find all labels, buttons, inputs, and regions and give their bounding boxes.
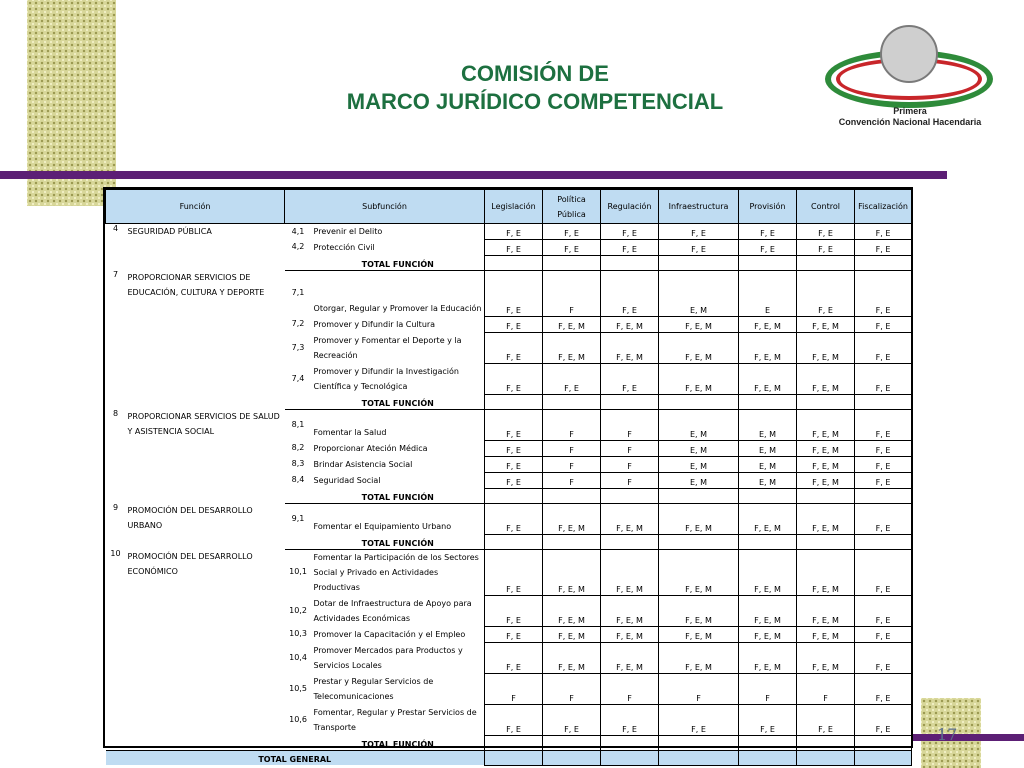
competence-cell: F, E, M <box>659 363 739 394</box>
subfuncion-code: 10,4 <box>289 652 307 662</box>
subfuncion-name: Promover la Capacitación y el Empleo <box>313 630 466 639</box>
competence-cell: F, E, M <box>797 409 855 440</box>
competence-cell: F, E, M <box>543 503 601 534</box>
subfuncion-name: Promover y Difundir la Investigación Científica y Tecnológica <box>313 367 459 391</box>
competence-cell: F, E, M <box>797 316 855 332</box>
competence-cell: F, E <box>485 332 543 363</box>
footer-divider-bar <box>913 734 1024 741</box>
subfuncion-name: Prevenir el Delito <box>313 227 383 236</box>
total-funcion-label: TOTAL FUNCIÓN <box>312 394 485 409</box>
total-funcion-cell <box>543 534 601 549</box>
competence-cell: F, E, M <box>543 642 601 673</box>
competence-cell: E, M <box>659 456 739 472</box>
competence-cell: F, E, M <box>797 503 855 534</box>
competence-cell: F, E, M <box>797 363 855 394</box>
competence-cell: F, E <box>485 704 543 735</box>
competence-cell: F, E <box>543 224 601 240</box>
competence-cell: F, E, M <box>543 316 601 332</box>
competence-cell: F, E <box>485 363 543 394</box>
subfuncion-code: 4,1 <box>291 226 305 236</box>
total-funcion-label: TOTAL FUNCIÓN <box>312 488 485 503</box>
logo-caption-convencion: Convención Nacional Hacendaria <box>838 117 982 127</box>
competence-cell: F <box>659 673 739 704</box>
competence-cell: F, E <box>855 673 912 704</box>
total-funcion-cell <box>739 255 797 270</box>
competence-cell: F, E <box>485 270 543 316</box>
competence-cell: E, M <box>739 472 797 488</box>
subfuncion-code: 7,2 <box>291 319 305 328</box>
competence-cell: F, E, M <box>739 316 797 332</box>
competence-cell: F, E, M <box>659 332 739 363</box>
competence-cell: F, E, M <box>543 626 601 642</box>
total-general-cell <box>797 750 855 765</box>
competence-cell: E <box>739 270 797 316</box>
competence-cell: F, E <box>855 409 912 440</box>
competence-cell: F, E <box>485 409 543 440</box>
competence-cell: F <box>601 472 659 488</box>
competence-cell: F, E, M <box>601 503 659 534</box>
competence-cell: F <box>543 270 601 316</box>
competence-cell: F <box>739 673 797 704</box>
total-funcion-cell <box>855 488 912 503</box>
competence-cell: F, E <box>543 239 601 255</box>
competence-cell: E, M <box>739 456 797 472</box>
total-funcion-label: TOTAL FUNCIÓN <box>312 735 485 750</box>
competence-cell: F, E <box>855 472 912 488</box>
competence-cell: F, E <box>543 704 601 735</box>
funcion-number: 4 <box>112 224 119 233</box>
competence-cell: F, E, M <box>797 332 855 363</box>
competence-cell: F, E <box>659 704 739 735</box>
competence-cell: F, E <box>739 704 797 735</box>
subfuncion-name: Seguridad Social <box>313 476 381 485</box>
funcion-name: PROMOCIÓN DEL DESARROLLO URBANO <box>127 506 253 530</box>
total-funcion-cell <box>797 394 855 409</box>
competence-cell: F, E <box>601 224 659 240</box>
total-funcion-cell <box>601 534 659 549</box>
competence-cell: F, E, M <box>543 549 601 595</box>
header-subfuncion: Subfunción <box>285 190 485 224</box>
competence-cell: F, E <box>797 224 855 240</box>
competence-cell: F, E <box>601 270 659 316</box>
slide-title <box>230 60 840 116</box>
funcion-number: 8 <box>112 409 119 418</box>
competence-cell: F, E <box>797 239 855 255</box>
subfuncion-name: Fomentar el Equipamiento Urbano <box>313 522 452 531</box>
total-funcion-cell <box>485 255 543 270</box>
competence-cell: F, E <box>855 239 912 255</box>
competence-cell: F, E <box>855 363 912 394</box>
competence-cell: F, E <box>659 224 739 240</box>
competence-cell: F, E <box>855 456 912 472</box>
competence-cell: F, E <box>601 239 659 255</box>
total-general-cell <box>601 750 659 765</box>
total-funcion-label: TOTAL FUNCIÓN <box>312 255 485 270</box>
total-funcion-cell <box>659 534 739 549</box>
subfuncion-code: 10,3 <box>289 629 307 638</box>
total-funcion-cell <box>659 394 739 409</box>
competence-cell: F, E <box>855 549 912 595</box>
competence-cell: F, E, M <box>601 332 659 363</box>
competence-cell: F, E, M <box>601 549 659 595</box>
subfuncion-name: Prestar y Regular Servicios de Telecomunicaciones <box>313 677 434 701</box>
competence-cell: E, M <box>739 409 797 440</box>
competence-cell: F, E <box>485 456 543 472</box>
funcion-number: 10 <box>110 549 121 558</box>
competence-cell: F, E <box>855 503 912 534</box>
total-funcion-cell <box>797 735 855 750</box>
competence-table <box>103 187 913 764</box>
header-infraestructura: Infraestructura <box>659 190 739 224</box>
subfuncion-name: Dotar de Infraestructura de Apoyo para Actividades Económicas <box>313 599 472 623</box>
competence-cell: F, E, M <box>543 595 601 626</box>
competence-cell: F, E, M <box>601 626 659 642</box>
funcion-name: PROPORCIONAR SERVICIOS DE EDUCACIÓN, CULTURA Y DEPORTE <box>127 273 265 297</box>
total-funcion-cell <box>601 735 659 750</box>
total-funcion-spacer <box>285 735 312 750</box>
subfuncion-code: 8,4 <box>291 475 305 484</box>
competence-cell: E, M <box>739 440 797 456</box>
competence-cell: F, E, M <box>739 549 797 595</box>
page-number: 17 <box>937 725 958 744</box>
competence-cell: E, M <box>659 270 739 316</box>
total-funcion-cell <box>739 394 797 409</box>
competence-cell: F, E <box>797 704 855 735</box>
funcion-name: PROMOCIÓN DEL DESARROLLO ECONÓMICO <box>127 552 253 576</box>
total-funcion-cell <box>485 735 543 750</box>
competence-cell: F, E <box>855 316 912 332</box>
competence-cell: F, E <box>485 549 543 595</box>
competence-cell: F, E, M <box>739 332 797 363</box>
competence-cell: F, E <box>485 595 543 626</box>
total-funcion-cell <box>543 394 601 409</box>
competence-cell: F, E <box>485 642 543 673</box>
total-general-cell <box>543 750 601 765</box>
competence-cell: F, E <box>855 626 912 642</box>
competence-cell: F, E <box>485 440 543 456</box>
subfuncion-name: Protección Civil <box>313 243 375 252</box>
subfuncion-name: Proporcionar Ateción Médica <box>313 444 428 453</box>
competence-cell: F <box>601 673 659 704</box>
subfuncion-code: 10,5 <box>289 683 307 693</box>
subfuncion-name: Fomentar, Regular y Prestar Servicios de Transporte <box>313 708 477 732</box>
competence-cell: F, E <box>739 224 797 240</box>
total-funcion-cell <box>543 255 601 270</box>
competence-cell: F, E <box>485 316 543 332</box>
total-funcion-spacer <box>285 534 312 549</box>
total-funcion-cell <box>659 488 739 503</box>
competence-cell: F, E <box>485 626 543 642</box>
competence-cell: F, E, M <box>739 626 797 642</box>
competence-cell: F, E <box>485 503 543 534</box>
total-general-cell <box>485 750 543 765</box>
funcion-name: PROPORCIONAR SERVICIOS DE SALUD Y ASISTENCIA SOCIAL <box>127 412 280 436</box>
total-funcion-cell <box>485 534 543 549</box>
subfuncion-code: 8,3 <box>291 459 305 468</box>
competence-cell: F, E <box>855 440 912 456</box>
subfuncion-code: 4,2 <box>291 242 305 251</box>
total-general-label: TOTAL GENERAL <box>106 750 485 765</box>
competence-cell: F <box>543 673 601 704</box>
competence-cell: F, E <box>485 224 543 240</box>
total-funcion-cell <box>855 255 912 270</box>
total-funcion-cell <box>543 488 601 503</box>
header-provision: Provisión <box>739 190 797 224</box>
competence-cell: F <box>543 472 601 488</box>
convention-logo <box>820 20 1000 130</box>
total-funcion-cell <box>855 394 912 409</box>
competence-cell: F, E <box>855 270 912 316</box>
total-funcion-label: TOTAL FUNCIÓN <box>312 534 485 549</box>
competence-cell: E, M <box>659 409 739 440</box>
competence-cell: E, M <box>659 440 739 456</box>
competence-cell: F, E, M <box>543 332 601 363</box>
total-general-cell <box>739 750 797 765</box>
competence-cell: F, E, M <box>797 472 855 488</box>
competence-cell: F, E, M <box>601 642 659 673</box>
competence-cell: F, E, M <box>739 503 797 534</box>
competence-cell: F <box>797 673 855 704</box>
total-funcion-cell <box>739 534 797 549</box>
table-row <box>106 549 912 595</box>
subfuncion-code: 9,1 <box>291 513 305 523</box>
funcion-name: SEGURIDAD PÚBLICA <box>127 227 212 236</box>
coat-of-arms-emblem <box>880 25 938 83</box>
competence-cell: F, E, M <box>659 503 739 534</box>
subfuncion-name: Promover y Difundir la Cultura <box>313 320 436 329</box>
total-funcion-cell <box>659 255 739 270</box>
competence-cell: F, E, M <box>797 456 855 472</box>
header-legislacion: Legislación <box>485 190 543 224</box>
header-funcion: Función <box>106 190 285 224</box>
competence-cell: F, E <box>855 332 912 363</box>
total-funcion-spacer <box>285 255 312 270</box>
competence-cell: F, E <box>855 704 912 735</box>
competence-cell: F, E, M <box>659 595 739 626</box>
competence-cell: F, E <box>855 595 912 626</box>
competence-cell: F, E <box>855 642 912 673</box>
total-funcion-cell <box>797 534 855 549</box>
total-funcion-cell <box>739 488 797 503</box>
title-line-2: MARCO JURÍDICO COMPETENCIAL <box>346 89 724 114</box>
competence-cell: F, E, M <box>659 642 739 673</box>
competence-cell: F, E, M <box>739 642 797 673</box>
total-funcion-cell <box>601 488 659 503</box>
total-funcion-spacer <box>285 394 312 409</box>
table-row <box>106 409 912 440</box>
table-row <box>106 503 912 534</box>
total-general-row <box>106 750 912 765</box>
competence-cell: F, E, M <box>797 440 855 456</box>
competence-cell: F <box>601 409 659 440</box>
table-row <box>106 270 912 316</box>
competence-cell: F, E <box>797 270 855 316</box>
competence-cell: F <box>543 456 601 472</box>
total-funcion-cell <box>855 534 912 549</box>
competence-cell: F, E, M <box>739 595 797 626</box>
title-line-1: COMISIÓN DE <box>461 61 609 86</box>
table-header-row <box>106 190 912 224</box>
competence-cell: F, E <box>543 363 601 394</box>
total-funcion-cell <box>659 735 739 750</box>
total-general-cell <box>659 750 739 765</box>
subfuncion-name: Promover Mercados para Productos y Servicios Locales <box>313 646 463 670</box>
total-funcion-cell <box>739 735 797 750</box>
total-funcion-cell <box>485 488 543 503</box>
competence-cell: F, E, M <box>601 595 659 626</box>
header-regulacion: Regulación <box>601 190 659 224</box>
competence-cell: F, E, M <box>601 316 659 332</box>
competence-cell: F <box>485 673 543 704</box>
competence-cell: E, M <box>659 472 739 488</box>
subfuncion-code: 10,6 <box>289 714 307 724</box>
competence-cell: F, E <box>601 363 659 394</box>
header-control: Control <box>797 190 855 224</box>
competence-cell: F, E, M <box>659 316 739 332</box>
header-divider-bar <box>0 171 947 179</box>
funcion-number: 7 <box>112 270 119 279</box>
total-funcion-spacer <box>285 488 312 503</box>
subfuncion-code: 7,3 <box>291 342 305 352</box>
competence-cell: F, E, M <box>797 549 855 595</box>
subfuncion-name: Promover y Fomentar el Deporte y la Recreación <box>313 336 462 360</box>
subfuncion-code: 7,1 <box>291 288 305 298</box>
competence-cell: F, E <box>659 239 739 255</box>
header-politica-publica: Política Pública <box>543 190 601 224</box>
competence-cell: F, E, M <box>797 626 855 642</box>
header-fiscalizacion: Fiscalización <box>855 190 912 224</box>
competence-cell: F, E <box>601 704 659 735</box>
subfuncion-name: Fomentar la Participación de los Sectores Social y Privado en Actividades Productivas <box>313 553 479 592</box>
subfuncion-code: 8,2 <box>291 443 305 452</box>
competence-cell: F, E <box>855 224 912 240</box>
total-funcion-cell <box>485 394 543 409</box>
total-general-cell <box>855 750 912 765</box>
competence-cell: F <box>601 456 659 472</box>
competence-cell: F, E, M <box>797 595 855 626</box>
competence-cell: F, E, M <box>797 642 855 673</box>
subfuncion-name: Brindar Asistencia Social <box>313 460 413 469</box>
competence-cell: F <box>543 409 601 440</box>
subfuncion-name: Fomentar la Salud <box>313 428 387 437</box>
funcion-number: 9 <box>112 503 119 512</box>
subfuncion-code: 8,1 <box>291 419 305 429</box>
total-funcion-cell <box>601 394 659 409</box>
total-funcion-cell <box>797 255 855 270</box>
competence-cell: F, E <box>739 239 797 255</box>
competence-cell: F, E <box>485 239 543 255</box>
competence-cell: F <box>543 440 601 456</box>
competence-cell: F, E <box>485 472 543 488</box>
total-funcion-cell <box>601 255 659 270</box>
total-funcion-cell <box>855 735 912 750</box>
total-funcion-cell <box>797 488 855 503</box>
subfuncion-name: Otorgar, Regular y Promover la Educación <box>313 304 482 313</box>
total-funcion-cell <box>543 735 601 750</box>
competence-cell: F, E, M <box>659 549 739 595</box>
competence-cell: F, E, M <box>739 363 797 394</box>
subfuncion-code: 7,4 <box>291 373 305 383</box>
competence-cell: F, E, M <box>659 626 739 642</box>
competence-cell: F <box>601 440 659 456</box>
logo-caption-primera: Primera <box>893 106 927 116</box>
subfuncion-code: 10,2 <box>289 605 307 615</box>
table-row <box>106 224 912 240</box>
subfuncion-code: 10,1 <box>289 567 307 577</box>
